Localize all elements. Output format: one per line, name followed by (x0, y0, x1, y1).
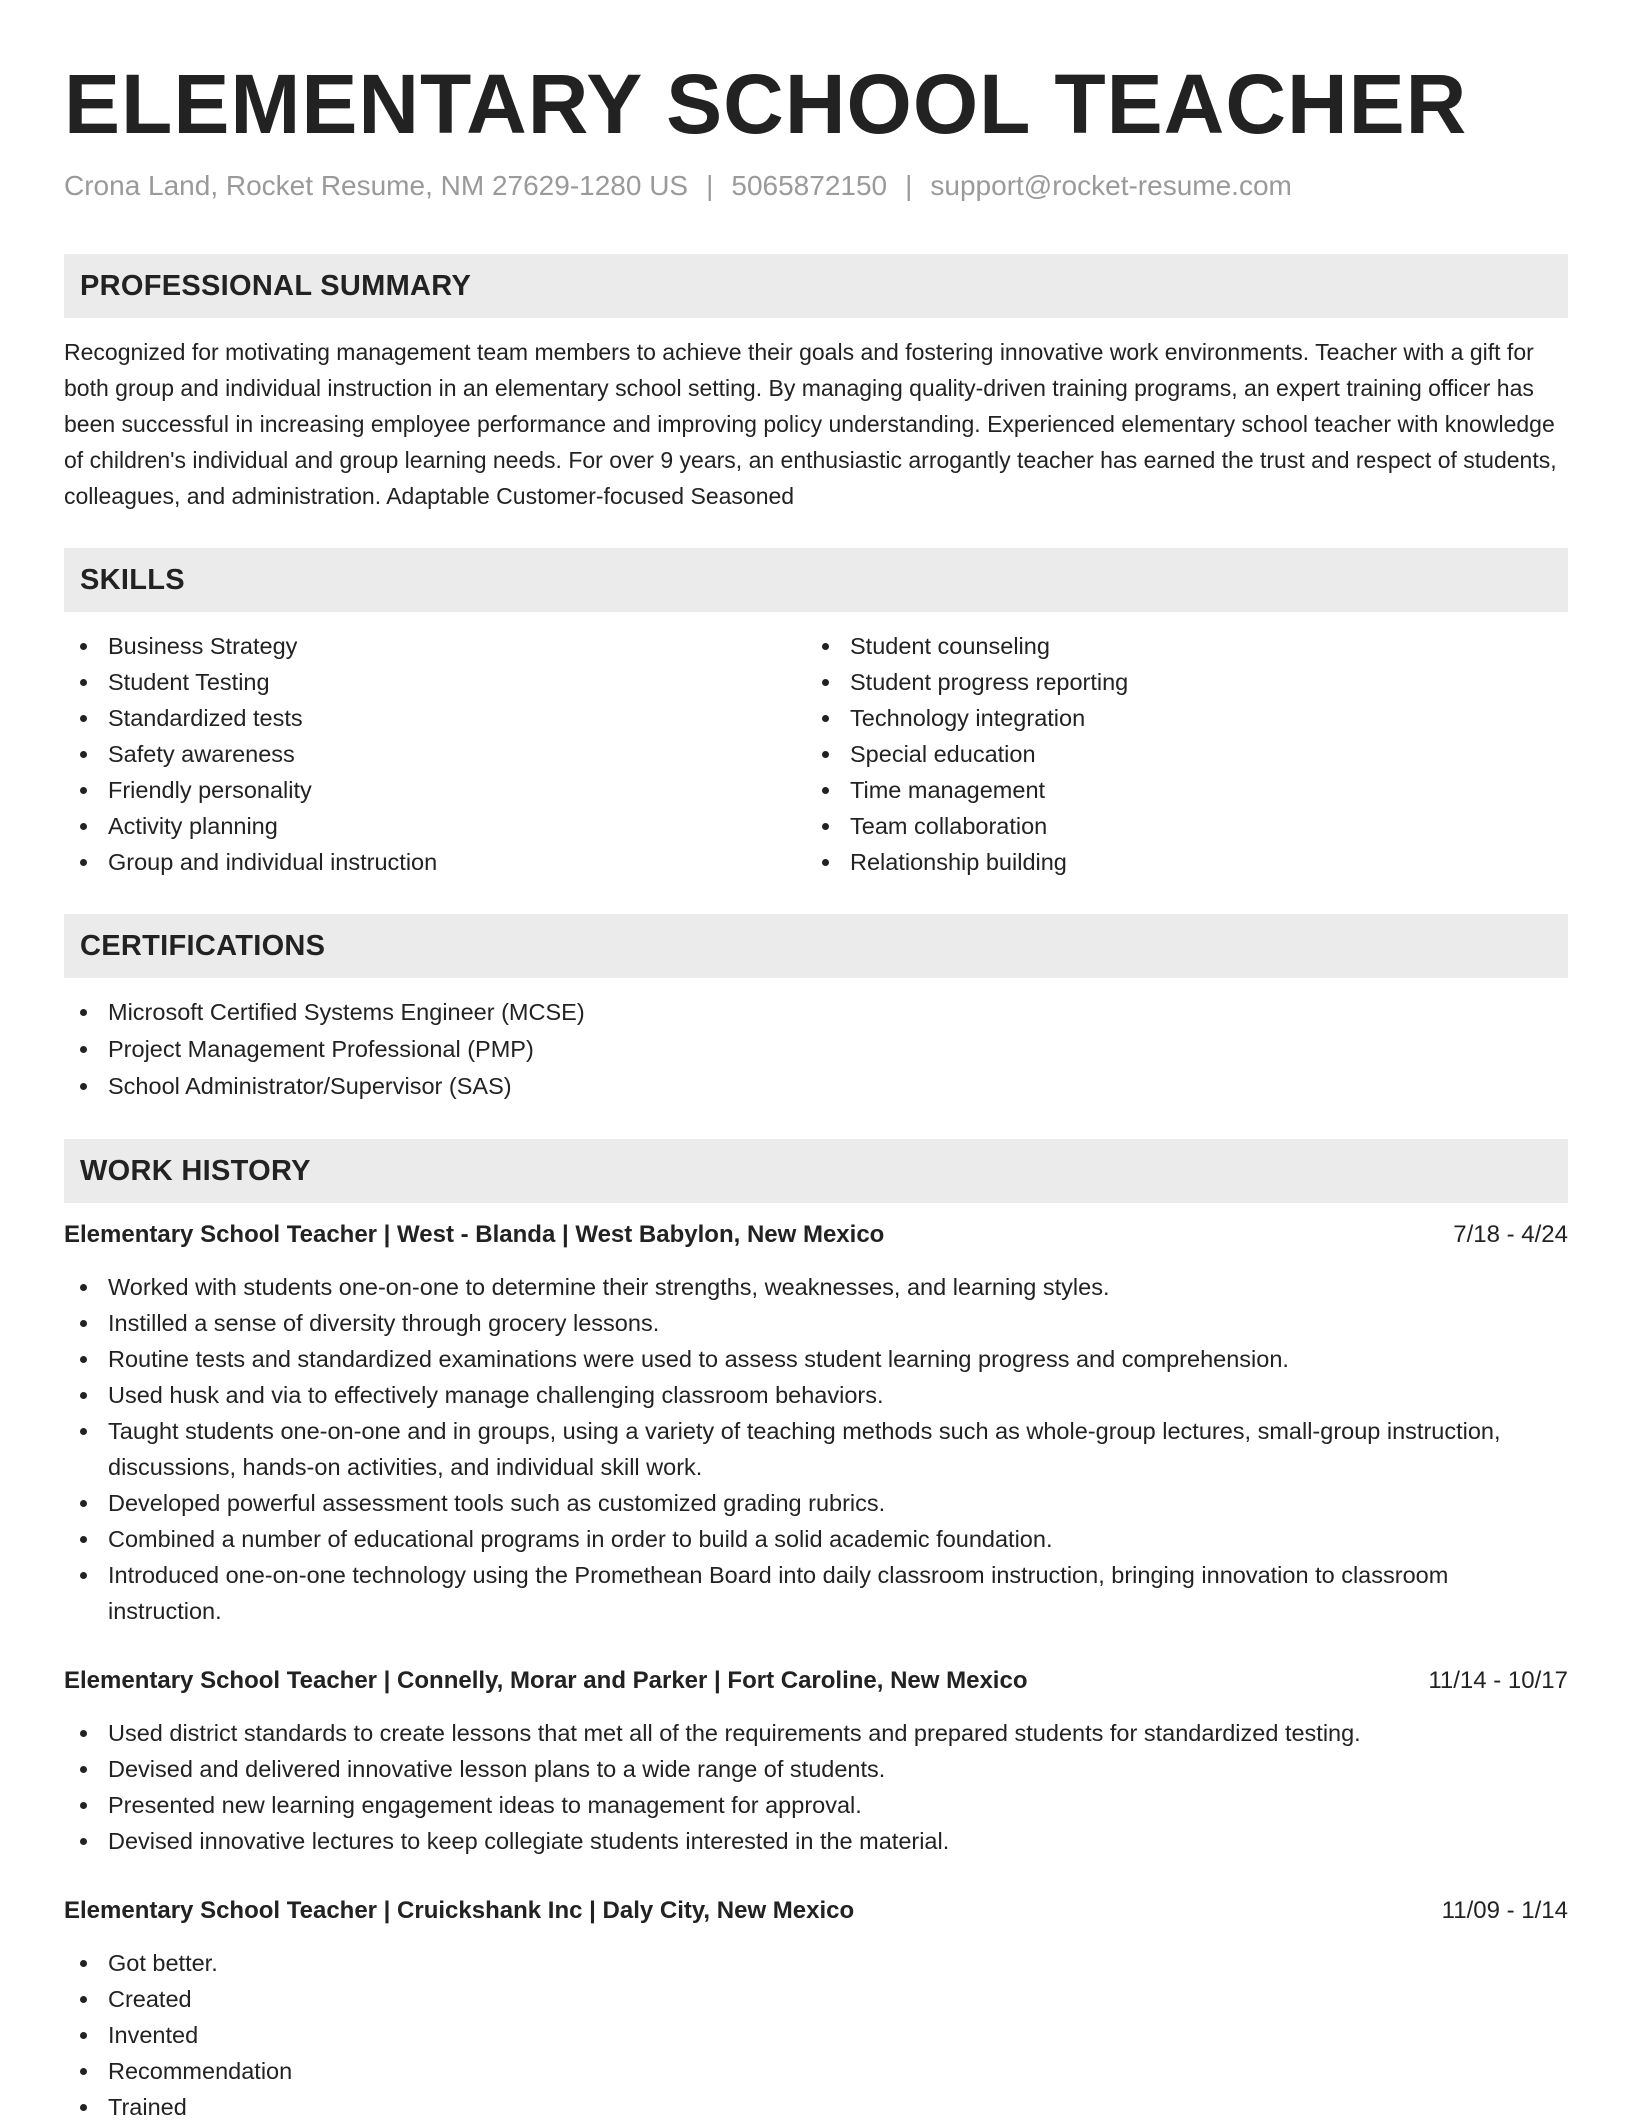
contact-line (64, 168, 1568, 204)
job-bullet: Introduced one-on-one technology using the Promethean Board into daily classroom instruction, bringing innovation to classroom instruction. (64, 1557, 1568, 1629)
skills-column-left (64, 628, 806, 880)
job-bullet: Combined a number of educational programs in order to build a solid academic foundation. (64, 1521, 1568, 1557)
skill-item: Group and individual instruction (64, 844, 806, 880)
job-bullet: Taught students one-on-one and in groups, using a variety of teaching methods such as whole-group lectures, small-group instruction, discussions, hands-on activities, and individual skill work. (64, 1413, 1568, 1485)
job-dates: 11/14 - 10/17 (1428, 1667, 1568, 1694)
job-bullets (64, 1945, 1568, 2125)
job-header (64, 1217, 1568, 1253)
skill-item: Student progress reporting (806, 664, 1548, 700)
job-entry (64, 1893, 1568, 2125)
skills-heading: SKILLS (64, 548, 1568, 612)
skills-list (64, 628, 1568, 880)
job-bullet: Devised and delivered innovative lesson plans to a wide range of students. (64, 1751, 1568, 1787)
certification-item: Microsoft Certified Systems Engineer (MCSE) (64, 994, 1568, 1031)
job-entry (64, 1663, 1568, 1859)
contact-separator: | (905, 170, 913, 201)
skill-item: Relationship building (806, 844, 1548, 880)
skill-item: Team collaboration (806, 808, 1548, 844)
skill-item: Student counseling (806, 628, 1548, 664)
skill-item: Activity planning (64, 808, 806, 844)
job-bullet: Instilled a sense of diversity through grocery lessons. (64, 1305, 1568, 1341)
work-history-heading: WORK HISTORY (64, 1139, 1568, 1203)
job-bullet: Routine tests and standardized examinations were used to assess student learning progress and comprehension. (64, 1341, 1568, 1377)
contact-address: Crona Land, Rocket Resume, NM 27629-1280 US (64, 170, 689, 201)
job-header (64, 1893, 1568, 1929)
skill-item: Time management (806, 772, 1548, 808)
job-bullet: Trained (64, 2089, 1568, 2125)
summary-text: Recognized for motivating management team members to achieve their goals and fostering innovative work environments. Teacher with a gift for both group and individual instruction in an elementary school setting. By managing quality-driven training programs, an expert training officer has been successful in increasing employee performance and improving policy understanding. Experienced elementary school teacher with knowledge of children's individual and group learning needs. For over 9 years, an enthusiastic arrogantly teacher has earned the trust and respect of students, colleagues, and administration. Adaptable Customer-focused Seasoned (64, 339, 1557, 509)
contact-separator: | (706, 170, 714, 201)
job-title: Elementary School Teacher | Connelly, Morar and Parker | Fort Caroline, New Mexico (64, 1667, 1028, 1694)
job-bullet: Recommendation (64, 2053, 1568, 2089)
contact-phone: 5065872150 (731, 170, 888, 201)
skill-item: Technology integration (806, 700, 1548, 736)
job-bullet: Developed powerful assessment tools such as customized grading rubrics. (64, 1485, 1568, 1521)
job-bullets (64, 1715, 1568, 1859)
summary-heading: PROFESSIONAL SUMMARY (64, 254, 1568, 318)
job-bullet: Used district standards to create lessons that met all of the requirements and prepared students for standardized testing. (64, 1715, 1568, 1751)
skill-item: Friendly personality (64, 772, 806, 808)
skill-item: Student Testing (64, 664, 806, 700)
contact-email[interactable]: support@rocket-resume.com (930, 170, 1292, 201)
job-bullets (64, 1269, 1568, 1629)
certification-item: School Administrator/Supervisor (SAS) (64, 1068, 1568, 1105)
job-bullet: Used husk and via to effectively manage challenging classroom behaviors. (64, 1377, 1568, 1413)
certifications-heading: CERTIFICATIONS (64, 914, 1568, 978)
job-bullet: Devised innovative lectures to keep collegiate students interested in the material. (64, 1823, 1568, 1859)
job-bullet: Invented (64, 2017, 1568, 2053)
certification-item: Project Management Professional (PMP) (64, 1031, 1568, 1068)
job-bullet: Worked with students one-on-one to determine their strengths, weaknesses, and learning styles. (64, 1269, 1568, 1305)
certifications-list (64, 994, 1568, 1105)
job-dates: 11/09 - 1/14 (1441, 1897, 1568, 1924)
job-title: Elementary School Teacher | West - Blanda | West Babylon, New Mexico (64, 1221, 885, 1248)
skill-item: Safety awareness (64, 736, 806, 772)
job-entry (64, 1217, 1568, 1629)
job-dates: 7/18 - 4/24 (1453, 1221, 1568, 1248)
candidate-name: ELEMENTARY SCHOOL TEACHER (64, 57, 1468, 151)
job-title: Elementary School Teacher | Cruickshank Inc | Daly City, New Mexico (64, 1897, 855, 1924)
skill-item: Standardized tests (64, 700, 806, 736)
skill-item: Special education (806, 736, 1548, 772)
skill-item: Business Strategy (64, 628, 806, 664)
job-header (64, 1663, 1568, 1699)
job-bullet: Presented new learning engagement ideas to management for approval. (64, 1787, 1568, 1823)
skills-column-right (806, 628, 1548, 880)
job-bullet: Got better. (64, 1945, 1568, 1981)
job-bullet: Created (64, 1981, 1568, 2017)
